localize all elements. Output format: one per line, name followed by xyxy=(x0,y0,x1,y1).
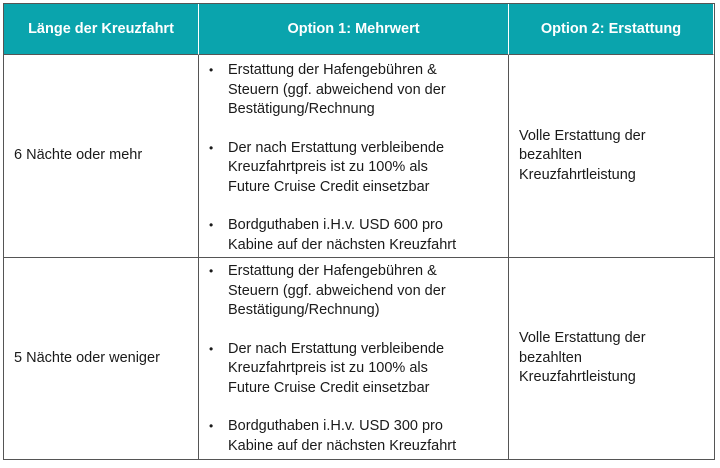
refund-line: Kreuzfahrtleistung xyxy=(519,166,636,183)
refund-line: Volle Erstattung der xyxy=(519,127,646,144)
bullet-line: Kabine auf der nächsten Kreuzfahrt xyxy=(228,236,457,253)
bullet-line: Erstattung der Hafengebühren & xyxy=(228,62,437,78)
bullet-line: Future Cruise Credit einsetzbar xyxy=(228,379,430,396)
bullet-line: Kreuzfahrtpreis ist zu 100% als xyxy=(228,360,428,376)
bullet-icon: • xyxy=(209,341,214,356)
list-item xyxy=(209,139,500,198)
list-item xyxy=(209,417,500,456)
bullet-line: Steuern (ggf. abweichend von der xyxy=(228,282,446,299)
bullet-line: Der nach Erstattung verbleibende xyxy=(228,139,445,156)
row-1-length xyxy=(4,55,199,258)
list-item xyxy=(209,262,500,321)
bullet-line: Kabine auf der nächsten Kreuzfahrt xyxy=(228,437,457,454)
row-2-option-2 xyxy=(509,258,714,459)
bullet-icon: • xyxy=(209,140,214,155)
bullet-line: Steuern (ggf. abweichend von der xyxy=(228,81,446,98)
bullet-line: Bordguthaben i.H.v. USD 600 pro xyxy=(228,217,443,233)
bullet-line: Bestätigung/Rechnung) xyxy=(228,302,380,318)
row-1-option-2 xyxy=(509,55,714,258)
row-1-option-1 xyxy=(199,55,509,258)
bullet-line: Der nach Erstattung verbleibende xyxy=(228,340,445,357)
row-2-option-1 xyxy=(199,258,509,459)
row-2-length-text: 5 Nächte oder weniger xyxy=(14,349,160,366)
list-item xyxy=(209,340,500,399)
header-option-2: Option 2: Erstattung xyxy=(509,4,714,55)
bullet-line: Bestätigung/Rechnung xyxy=(228,101,375,117)
cruise-options-table xyxy=(3,3,715,460)
bullet-icon: • xyxy=(209,218,214,232)
bullet-line: Kreuzfahrtpreis ist zu 100% als xyxy=(228,159,428,175)
bullet-icon: • xyxy=(209,63,214,77)
refund-line: Kreuzfahrtleistung xyxy=(519,369,636,386)
bullet-line: Erstattung der Hafengebühren & xyxy=(228,263,437,279)
header-cruise-length: Länge der Kreuzfahrt xyxy=(4,4,199,55)
header-option-1: Option 1: Mehrwert xyxy=(199,4,509,55)
bullet-icon: • xyxy=(209,419,214,433)
refund-line: bezahlten xyxy=(519,349,582,366)
bullet-line: Future Cruise Credit einsetzbar xyxy=(228,178,430,195)
refund-line: Volle Erstattung der xyxy=(519,330,646,347)
list-item xyxy=(209,216,500,255)
row-2-length xyxy=(4,258,199,459)
list-item xyxy=(209,61,500,120)
row-1-length-text: 6 Nächte oder mehr xyxy=(14,147,143,164)
bullet-line: Bordguthaben i.H.v. USD 300 pro xyxy=(228,418,443,434)
refund-line: bezahlten xyxy=(519,147,582,164)
bullet-icon: • xyxy=(209,264,214,278)
